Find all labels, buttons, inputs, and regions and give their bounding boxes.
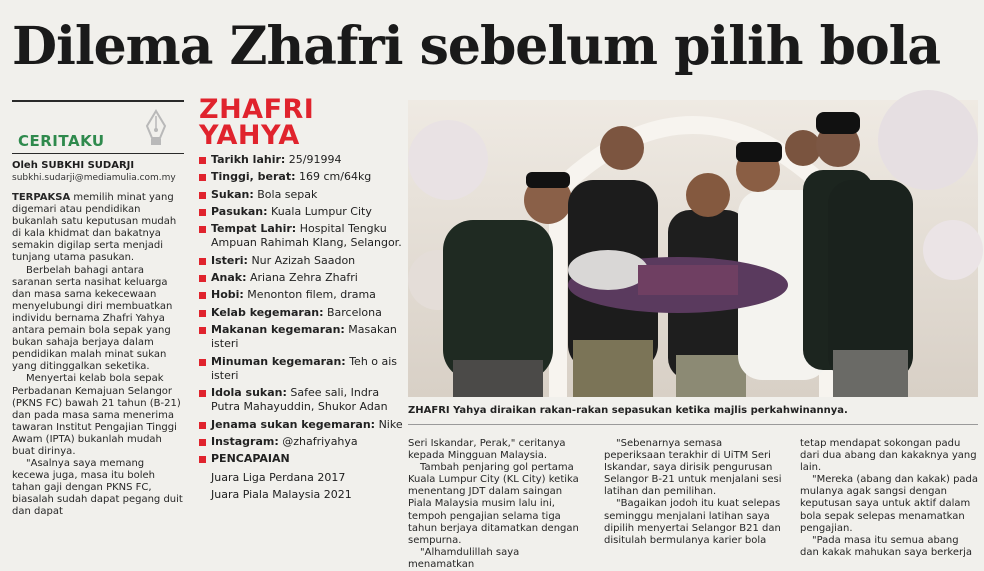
profile-fact — [199, 288, 405, 302]
photo-caption: ZHAFRI Yahya diraikan rakan-rakan sepasukan ketika majlis perkahwinannya. — [408, 405, 848, 416]
fact-value: Teh o ais isteri — [211, 354, 398, 382]
fact-value: Menonton filem, drama — [243, 288, 376, 302]
fact-label: Anak: — [211, 271, 247, 285]
profile-fact — [199, 386, 405, 415]
fact-label: Isteri: — [211, 253, 248, 267]
fact-label: Instagram: — [211, 435, 279, 449]
profile-fact — [199, 271, 405, 285]
profile-fact — [199, 222, 405, 251]
fact-value: Nur Azizah Saadon — [247, 253, 356, 267]
story-body — [12, 192, 184, 519]
achievement-item: Juara Piala Malaysia 2021 — [211, 487, 352, 501]
story-column-3 — [604, 438, 782, 547]
paragraph: "Mereka (abang dan kakak) pada mulanya agak sangsi dengan keputusan saya untuk aktif dalam bola sepak selepas menamatkan pengajian. — [800, 474, 979, 534]
fact-label: Tinggi, berat: — [211, 170, 296, 184]
fact-value: Nike — [375, 417, 403, 431]
wedding-photo — [408, 100, 978, 397]
profile-facts — [199, 153, 405, 467]
profile-fact — [199, 306, 405, 320]
paragraph: Seri Iskandar, Perak," ceritanya kepada Mingguan Malaysia. — [408, 438, 566, 462]
fact-label: Jenama sukan kegemaran: — [211, 417, 376, 431]
divider — [408, 424, 978, 425]
paragraph: "Pada masa itu semua abang dan kakak mahukan saya berkerja — [800, 534, 973, 558]
profile-fact — [199, 323, 405, 352]
fact-value: Hospital Tengku Ampuan Rahimah Klang, Selangor. — [211, 222, 402, 250]
fact-label: Minuman kegemaran: — [211, 354, 346, 368]
fact-label: Tarikh lahir: — [211, 153, 286, 166]
profile-name — [199, 94, 405, 151]
profile-fact — [199, 254, 405, 268]
profile-fact — [199, 153, 405, 167]
profile-name-line1: ZHAFRI — [199, 94, 315, 125]
paragraph: "Asalnya saya memang kecewa juga, masa itu boleh tahan gaji dengan PKNS FC, biasalah sudah dapat pegang duit dan dapat — [12, 458, 183, 518]
paragraph: "Alhamdulillah saya menamatkan — [408, 546, 520, 570]
profile-fact — [199, 452, 405, 466]
column-label-box — [12, 100, 184, 154]
lead-text: memilih minat yang digemari atau pendidikan bukanlah satu keputusan mudah di kala khidmat dan bakatnya semakin digilap serta menjadi tunjang utama pasukan. — [12, 192, 177, 264]
paragraph: Berbelah bahagi antara saranan serta nasihat keluarga dan masa sama kekecewaan menyelubungi diri membuatkan individu bernama Zhafri Yahya antara pemain bola sepak yang bukan sahaja berjaya dalam pendidikan malah minat sukan yang ditinggalkan seketika. — [12, 264, 173, 373]
story-column — [12, 100, 184, 519]
fact-value: Kuala Lumpur City — [267, 204, 372, 218]
fact-value: Safee sali, Indra Putra Mahayuddin, Shukor Adan — [211, 386, 388, 414]
fact-value: @zhafriyahya — [278, 435, 358, 449]
fact-value: 25/91994 — [285, 153, 342, 166]
headline: Dilema Zhafri sebelum pilih bola — [12, 16, 941, 77]
fact-label: Kelab kegemaran: — [211, 305, 324, 319]
fact-label: PENCAPAIAN — [211, 452, 290, 466]
story-column-4 — [800, 438, 978, 559]
paragraph: "Sebenarnya semasa peperiksaan terakhir di UiTM Seri Iskandar, saya dirisik pengurusan Selangor B-21 untuk menjalani sesi latihan dan pemilihan. — [604, 438, 782, 498]
fact-value: Barcelona — [323, 305, 382, 319]
fact-label: Pasukan: — [211, 204, 268, 218]
fact-value: Bola sepak — [253, 187, 318, 201]
profile-fact — [199, 205, 405, 219]
profile-fact — [199, 188, 405, 202]
achievement-item: Juara Liga Perdana 2017 — [211, 470, 346, 484]
fact-value: 169 cm/64kg — [295, 170, 372, 184]
profile-fact — [199, 355, 405, 384]
column-label: CERITAKU — [18, 132, 105, 150]
wedding-photo-image — [408, 100, 978, 397]
fountain-pen-icon — [138, 108, 174, 148]
fact-label: Tempat Lahir: — [211, 222, 297, 236]
profile-fact — [199, 170, 405, 184]
paragraph: Tambah penjaring gol pertama Kuala Lumpur City (KL City) ketika menentang JDT dalam saingan Piala Malaysia musim lalu ini, tempoh pengajian selama tiga tahun berjaya ditamatkan dengan sempurna. — [408, 462, 579, 546]
profile-fact — [199, 435, 405, 449]
paragraph — [12, 192, 184, 265]
fact-label: Makanan kegemaran: — [211, 322, 345, 336]
paragraph: Menyertai kelab bola sepak Perbadanan Kemajuan Selangor (PKNS FC) bawah 21 tahun (B-21) dan pada masa sama menerima tawaran Institut Pengajian Tinggi Awam (IPTA) bukanlah mudah buat dirinya. — [12, 373, 181, 457]
author-email: subkhi.sudarji@mediamulia.com.my — [12, 173, 176, 183]
lead-word: TERPAKSA — [12, 192, 71, 203]
fact-label: Sukan: — [211, 187, 254, 201]
achievements-list — [199, 471, 405, 503]
paragraph: tetap mendapat sokongan padu dari dua abang dan kakaknya yang lain. — [800, 438, 977, 474]
paragraph: "Bagaikan jodoh itu kuat selepas seminggu menjalani latihan saya dipilih menyertai Selangor B21 dan disitulah bermulanya karier bola — [604, 498, 781, 546]
fact-label: Idola sukan: — [211, 386, 287, 400]
fact-value: Ariana Zehra Zhafri — [246, 271, 358, 285]
fact-value: Masakan isteri — [211, 322, 397, 351]
byline: Oleh SUBKHI SUDARJI — [12, 160, 135, 171]
fact-label: Hobi: — [211, 288, 244, 302]
profile-fact — [199, 418, 405, 432]
profile-box — [199, 94, 405, 505]
story-column-2 — [408, 438, 586, 571]
profile-name-line2: YAHYA — [199, 120, 300, 151]
